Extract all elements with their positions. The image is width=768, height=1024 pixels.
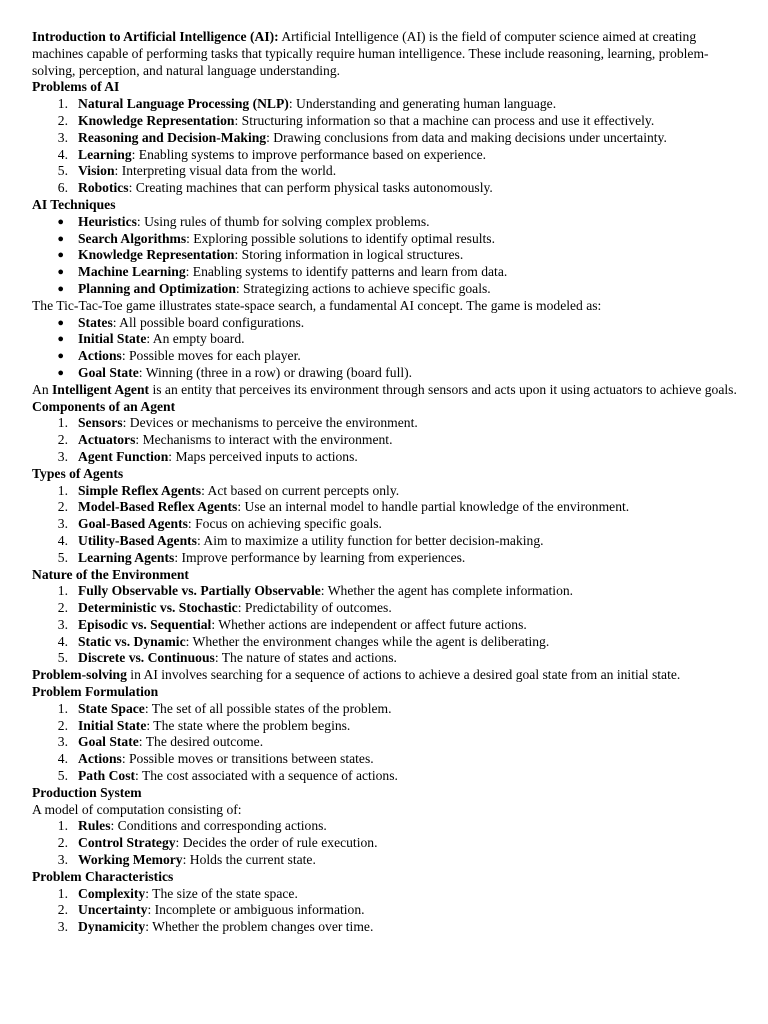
- list-number: 2.: [57, 835, 68, 851]
- item-description: : Conditions and corresponding actions.: [110, 818, 327, 834]
- item-description: : Winning (three in a row) or drawing (board full).: [138, 364, 413, 380]
- item-term: Search Algorithms: [78, 230, 187, 246]
- bullet-icon: ●: [57, 366, 64, 379]
- item-term: Machine Learning: [78, 264, 186, 280]
- list-item: [32, 768, 744, 785]
- list-item: [32, 214, 744, 231]
- list-number: 4.: [57, 751, 68, 767]
- agent-pre: An: [32, 381, 53, 397]
- list-item: [32, 315, 744, 332]
- agent-paragraph: [32, 382, 744, 399]
- item-term: Deterministic vs. Stochastic: [78, 600, 238, 616]
- intro-text: Artificial Intelligence (AI) is the field of computer science aimed at creating machines capable of performing tasks that typically require human intelligence. These include reasoning, learning, problem-solving, perception, and natural language understanding.: [32, 29, 709, 78]
- list-number: 3.: [57, 734, 68, 750]
- problem-solving-paragraph: [32, 667, 744, 684]
- item-description: : Exploring possible solutions to identify optimal results.: [186, 230, 495, 246]
- list-number: 2.: [57, 902, 68, 918]
- bullet-icon: ●: [57, 249, 64, 262]
- item-description: : Predictability of outcomes.: [237, 600, 392, 616]
- list-item: [32, 902, 744, 919]
- item-term: Robotics: [78, 180, 129, 196]
- item-term: Episodic vs. Sequential: [78, 616, 212, 632]
- problem-characteristics-heading: Problem Characteristics: [32, 868, 174, 884]
- list-item: [32, 835, 744, 852]
- list-item: [32, 264, 744, 281]
- item-term: Actuators: [78, 432, 136, 448]
- item-description: : Decides the order of rule execution.: [175, 835, 378, 851]
- bullet-icon: ●: [57, 215, 64, 228]
- production-system-heading: Production System: [32, 784, 142, 800]
- list-number: 2.: [57, 112, 68, 128]
- list-item: [32, 550, 744, 567]
- list-number: 5.: [57, 549, 68, 565]
- item-description: : Enabling systems to identify patterns and learn from data.: [185, 264, 508, 280]
- item-term: Planning and Optimization: [78, 280, 236, 296]
- item-term: States: [78, 314, 113, 330]
- list-item: [32, 499, 744, 516]
- item-term: Discrete vs. Continuous: [78, 650, 215, 666]
- types-of-agents-list: [32, 483, 744, 567]
- list-item: [32, 331, 744, 348]
- problem-characteristics-list: [32, 886, 744, 936]
- item-description: : Whether actions are independent or affect future actions.: [211, 616, 527, 632]
- item-description: : The state where the problem begins.: [146, 717, 351, 733]
- problems-of-ai-list: [32, 96, 744, 197]
- item-description: : Improve performance by learning from experiences.: [174, 549, 466, 565]
- nature-of-environment-heading: Nature of the Environment: [32, 566, 189, 582]
- item-term: Actions: [78, 348, 122, 364]
- item-term: State Space: [78, 700, 145, 716]
- list-number: 4.: [57, 633, 68, 649]
- list-item: [32, 818, 744, 835]
- problem-formulation-list: [32, 701, 744, 785]
- list-item: [32, 600, 744, 617]
- problem-solving-term: Problem-solving: [32, 667, 127, 683]
- list-number: 4.: [57, 146, 68, 162]
- list-number: 5.: [57, 768, 68, 784]
- list-item: [32, 919, 744, 936]
- agent-term: Intelligent Agent: [52, 381, 150, 397]
- list-item: [32, 701, 744, 718]
- item-description: : The set of all possible states of the problem.: [144, 700, 392, 716]
- item-description: : Whether the environment changes while the agent is deliberating.: [185, 633, 550, 649]
- item-description: : Drawing conclusions from data and making decisions under uncertainty.: [266, 129, 667, 145]
- item-term: Vision: [78, 163, 115, 179]
- item-description: : The nature of states and actions.: [214, 650, 397, 666]
- list-number: 2.: [57, 717, 68, 733]
- item-term: Rules: [78, 818, 111, 834]
- item-description: : All possible board configurations.: [112, 314, 305, 330]
- problems-of-ai-heading: Problems of AI: [32, 79, 120, 95]
- list-item: [32, 650, 744, 667]
- production-system-list: [32, 818, 744, 868]
- item-description: : Devices or mechanisms to perceive the environment.: [122, 415, 418, 431]
- bullet-icon: ●: [57, 316, 64, 329]
- item-term: Heuristics: [78, 213, 137, 229]
- bullet-icon: ●: [57, 266, 64, 279]
- list-number: 3.: [57, 516, 68, 532]
- item-description: : Strategizing actions to achieve specific goals.: [235, 280, 491, 296]
- list-item: [32, 516, 744, 533]
- list-item: [32, 231, 744, 248]
- item-description: : Holds the current state.: [182, 852, 316, 868]
- list-item: [32, 583, 744, 600]
- item-term: Natural Language Processing (NLP): [78, 96, 289, 112]
- item-term: Complexity: [78, 885, 146, 901]
- item-term: Initial State: [78, 717, 147, 733]
- item-description: : Incomplete or ambiguous information.: [147, 902, 365, 918]
- components-heading: Components of an Agent: [32, 398, 176, 414]
- nature-of-environment-list: [32, 583, 744, 667]
- item-description: : The desired outcome.: [138, 734, 264, 750]
- item-term: Knowledge Representation: [78, 247, 235, 263]
- list-item: [32, 751, 744, 768]
- list-item: [32, 180, 744, 197]
- list-number: 5.: [57, 163, 68, 179]
- list-number: 5.: [57, 650, 68, 666]
- item-description: : The cost associated with a sequence of actions.: [135, 768, 398, 784]
- item-term: Learning: [78, 146, 132, 162]
- ai-techniques-heading: AI Techniques: [32, 196, 116, 212]
- list-item: [32, 533, 744, 550]
- list-number: 3.: [57, 852, 68, 868]
- list-number: 6.: [57, 180, 68, 196]
- list-number: 1.: [57, 583, 68, 599]
- item-description: : Use an internal model to handle partial knowledge of the environment.: [237, 499, 630, 515]
- item-term: Model-Based Reflex Agents: [78, 499, 238, 515]
- item-description: : Possible moves for each player.: [121, 348, 301, 364]
- list-number: 1.: [57, 700, 68, 716]
- list-item: [32, 718, 744, 735]
- list-item: [32, 634, 744, 651]
- item-term: Learning Agents: [78, 549, 175, 565]
- item-term: Working Memory: [78, 852, 183, 868]
- intro-term: Introduction to Artificial Intelligence (AI):: [32, 29, 279, 44]
- list-item: [32, 113, 744, 130]
- problem-solving-text: in AI involves searching for a sequence of actions to achieve a desired goal state from an initial state.: [126, 667, 681, 683]
- item-description: : Mechanisms to interact with the environment.: [135, 432, 393, 448]
- item-term: Reasoning and Decision-Making: [78, 129, 267, 145]
- ai-techniques-list: [32, 214, 744, 298]
- tictactoe-intro: The Tic-Tac-Toe game illustrates state-space search, a fundamental AI concept. The game is modeled as:: [32, 297, 602, 313]
- tictactoe-list: [32, 315, 744, 382]
- item-term: Goal-Based Agents: [78, 516, 188, 532]
- item-term: Goal State: [78, 364, 139, 380]
- item-term: Fully Observable vs. Partially Observable: [78, 583, 321, 599]
- item-term: Goal State: [78, 734, 139, 750]
- list-number: 1.: [57, 482, 68, 498]
- list-number: 1.: [57, 885, 68, 901]
- item-term: Dynamicity: [78, 919, 146, 935]
- item-description: : The size of the state space.: [145, 885, 298, 901]
- list-item: [32, 163, 744, 180]
- item-description: : Structuring information so that a machine can process and use it effectively.: [234, 112, 655, 128]
- item-description: : Maps perceived inputs to actions.: [168, 448, 358, 464]
- item-term: Sensors: [78, 415, 123, 431]
- item-term: Actions: [78, 751, 122, 767]
- list-item: [32, 281, 744, 298]
- list-item: [32, 483, 744, 500]
- item-term: Initial State: [78, 331, 147, 347]
- types-of-agents-heading: Types of Agents: [32, 465, 124, 481]
- list-item: [32, 852, 744, 869]
- list-item: [32, 365, 744, 382]
- item-description: : Enabling systems to improve performance based on experience.: [131, 146, 487, 162]
- list-item: [32, 147, 744, 164]
- list-number: 3.: [57, 448, 68, 464]
- list-item: [32, 734, 744, 751]
- list-item: [32, 432, 744, 449]
- item-term: Path Cost: [78, 768, 136, 784]
- item-term: Agent Function: [78, 448, 169, 464]
- item-description: : Creating machines that can perform physical tasks autonomously.: [128, 180, 493, 196]
- item-description: : An empty board.: [146, 331, 245, 347]
- list-number: 3.: [57, 616, 68, 632]
- bullet-icon: ●: [57, 232, 64, 245]
- list-item: [32, 247, 744, 264]
- item-description: : Understanding and generating human language.: [288, 96, 557, 112]
- item-description: : Whether the agent has complete information.: [320, 583, 574, 599]
- list-number: 4.: [57, 532, 68, 548]
- item-term: Uncertainty: [78, 902, 148, 918]
- list-item: [32, 415, 744, 432]
- item-description: : Possible moves or transitions between states.: [121, 751, 374, 767]
- list-number: 1.: [57, 818, 68, 834]
- list-item: [32, 96, 744, 113]
- intro-paragraph: [32, 29, 744, 79]
- list-item: [32, 617, 744, 634]
- problem-formulation-heading: Problem Formulation: [32, 684, 159, 700]
- list-item: [32, 348, 744, 365]
- item-term: Knowledge Representation: [78, 112, 235, 128]
- list-number: 3.: [57, 129, 68, 145]
- agent-post: is an entity that perceives its environment through sensors and acts upon it using actuators to achieve goals.: [149, 381, 737, 397]
- bullet-icon: ●: [57, 333, 64, 346]
- item-term: Static vs. Dynamic: [78, 633, 186, 649]
- list-number: 3.: [57, 919, 68, 935]
- item-description: : Interpreting visual data from the world.: [114, 163, 337, 179]
- list-number: 1.: [57, 415, 68, 431]
- item-description: : Whether the problem changes over time.: [145, 919, 374, 935]
- list-item: [32, 449, 744, 466]
- components-list: [32, 415, 744, 465]
- item-description: : Storing information in logical structures.: [234, 247, 464, 263]
- bullet-icon: ●: [57, 282, 64, 295]
- item-description: : Act based on current percepts only.: [201, 482, 400, 498]
- list-number: 2.: [57, 499, 68, 515]
- item-term: Simple Reflex Agents: [78, 482, 202, 498]
- item-description: : Focus on achieving specific goals.: [187, 516, 382, 532]
- production-system-intro: A model of computation consisting of:: [32, 801, 242, 817]
- item-term: Utility-Based Agents: [78, 532, 197, 548]
- bullet-icon: ●: [57, 350, 64, 363]
- list-number: 2.: [57, 432, 68, 448]
- list-number: 1.: [57, 96, 68, 112]
- item-description: : Using rules of thumb for solving complex problems.: [136, 213, 430, 229]
- item-term: Control Strategy: [78, 835, 176, 851]
- list-number: 2.: [57, 600, 68, 616]
- list-item: [32, 130, 744, 147]
- list-item: [32, 886, 744, 903]
- item-description: : Aim to maximize a utility function for better decision-making.: [196, 532, 544, 548]
